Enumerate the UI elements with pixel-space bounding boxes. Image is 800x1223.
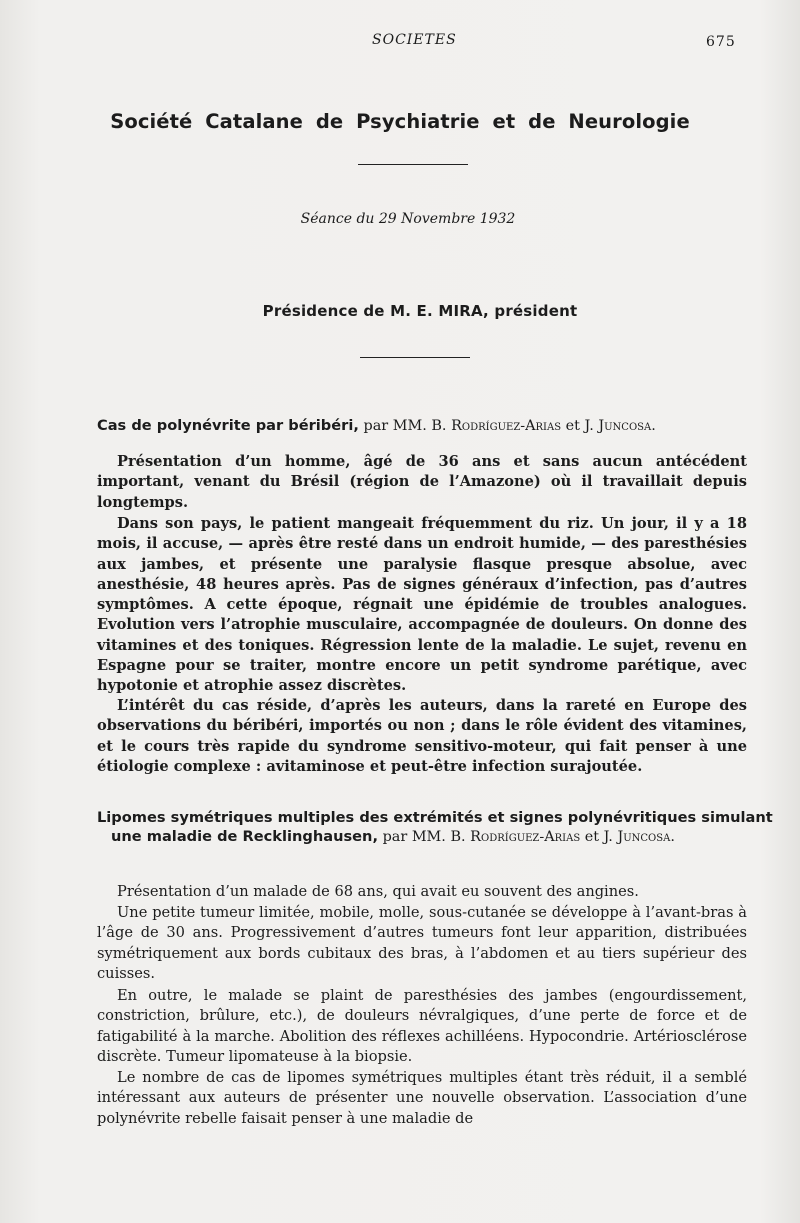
case1-authors-mid: et J. <box>561 418 599 434</box>
running-head-title: SOCIETES <box>372 32 457 48</box>
society-title: Société Catalane de Psychiatrie et de Neurologie <box>110 110 690 133</box>
divider-rule <box>360 357 470 358</box>
running-head <box>0 32 800 52</box>
case2-title: Lipomes symétriques multiples des extrémités et signes polynévritiques simulant une maladie de Recklinghausen, <box>97 809 773 845</box>
case2-author1: Rodríguez-Arias <box>470 829 581 845</box>
case1-paragraph: L’intérêt du cas réside, d’après les auteurs, dans la rareté en Europe des observations du béribéri, importés ou non ; dans le rôle évident des vitamines, et le cours très rapide du syndrome sensitivo-moteur, qui fait penser à une étiologie complexe : avitaminose et peut-être infection surajoutée. <box>97 697 747 775</box>
case2-authors-mid: et J. <box>580 829 618 845</box>
divider-rule <box>358 164 468 165</box>
presidency-line: Présidence de M. E. MIRA, président <box>262 302 578 320</box>
case2-paragraph: Le nombre de cas de lipomes symétriques multiples étant très réduit, il a semblé intéressant aux auteurs de présenter une nouvelle observation. L’association d’une polynévrite rebelle faisait penser à une maladie de <box>97 1069 747 1127</box>
case2-authors-end: . <box>670 829 675 845</box>
case1-title: Cas de polynévrite par béribéri, <box>97 417 359 434</box>
case2-authors-prefix: par MM. B. <box>378 829 471 845</box>
case2-author2: Juncosa <box>617 829 671 845</box>
case1-paragraph: Présentation d’un homme, âgé de 36 ans et sans aucun antécédent important, venant du Brésil (région de l’Amazone) où il travaillait depuis longtemps. <box>97 453 747 511</box>
case1-authors-end: . <box>651 418 656 434</box>
case1-authors-prefix: par MM. B. <box>358 418 452 434</box>
case1-paragraph: Dans son pays, le patient mangeait fréquemment du riz. Un jour, il y a 18 mois, il accuse, — après être resté dans un endroit humide, — des paresthésies aux jambes, et présente une paralysie flasque presque absolue, avec anesthésie, 48 heures après. Pas de signes généraux d’infection, pas d’autres symptômes. A cette époque, régnait une épidémie de troubles analogues. Evolution vers l’atrophie musculaire, accompagnée de douleurs. On donne des vitamines et des toniques. Régression lente de la maladie. Le sujet, revenu en Espagne pour se traiter, montre encore un petit syndrome parétique, avec hypotonie et atrophie assez discrètes. <box>97 515 747 695</box>
case1-heading <box>97 416 757 436</box>
case2-paragraph: En outre, le malade se plaint de paresthésies des jambes (engourdissement, constriction, brûlure, etc.), de douleurs névralgiques, d’une perte de force et de fatigabilité à la marche. Abolition des réflexes achilléens. Hypocondrie. Artériosclérose discrète. Tumeur lipomateuse à la biopsie. <box>97 987 747 1065</box>
case2-heading <box>97 808 773 847</box>
case2-paragraph: Présentation d’un malade de 68 ans, qui avait eu souvent des angines. <box>117 883 639 900</box>
case1-author2: Juncosa <box>598 418 652 434</box>
case2-paragraph: Une petite tumeur limitée, mobile, molle, sous-cutanée se développe à l’avant-bras à l’âge de 30 ans. Progressivement d’autres tumeurs font leur apparition, distribuées symétriquement aux bords cubitaux des bras, à l’abdomen et au tiers supérieur des cuisses. <box>97 904 747 982</box>
case1-author1: Rodríguez-Arias <box>451 418 562 434</box>
page-number: 675 <box>706 34 736 50</box>
session-date: Séance du 29 Novembre 1932 <box>300 211 516 227</box>
